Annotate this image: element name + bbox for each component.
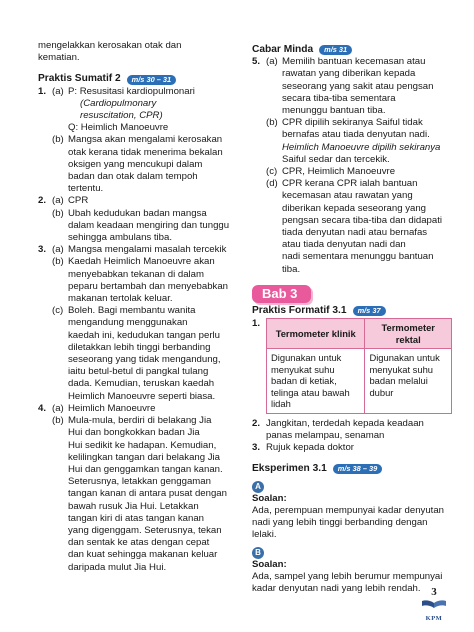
answer-3a: 3. (a) Mangsa mengalami masalah tercekik	[38, 244, 227, 256]
book-logo-icon	[414, 599, 454, 613]
answer-2a: 2. (a) CPR	[38, 195, 89, 207]
section-b-marker: B	[252, 547, 264, 559]
answer-3c: (c) Boleh. Bagi membantu wanita	[52, 305, 196, 317]
answer-3: 3. Rujuk kepada doktor	[252, 442, 354, 454]
brand-label: KPM	[425, 615, 443, 623]
answer-line: resuscitation, CPR)	[80, 110, 163, 122]
answer-line: kelilingkan tangan dari belakang Jia	[68, 451, 221, 463]
answer-1b: (b) Mangsa akan mengalami kerosakan	[52, 134, 223, 146]
answer-line: Ada, perempuan mempunyai kadar denyutan	[252, 504, 444, 516]
answer-line: secara tiba-tiba sementara	[282, 92, 396, 104]
right-column	[252, 44, 452, 595]
cabar-minda-heading: Cabar Minda m/s 31	[252, 44, 452, 56]
answer-line: iaitu betul-betul di pangkal tulang	[68, 366, 209, 378]
answer-line: dada. Kemudian, teruskan kaedah	[68, 378, 215, 390]
answer-2b: (b) Ubah kedudukan badan mangsa	[52, 207, 207, 219]
answer-1-table: 1.	[252, 318, 261, 330]
answer-line: tangan kanan di antara pusat dengan	[68, 488, 227, 500]
answer-line: Heimlich Manoeuvre seperti biasa.	[68, 390, 216, 402]
answer-line: daripada mulut Jia Hui.	[68, 561, 167, 573]
answer-line: dan sentak ke atas dengan cepat	[68, 537, 210, 549]
answer-line: panas melampau, senaman	[266, 429, 385, 441]
answer-line: yang digenggam. Seterusnya, tekan	[68, 524, 222, 536]
answer-line: tangan kiri di atas tangan kanan	[68, 512, 205, 524]
page-ref-badge: m/s 38 – 39	[333, 464, 382, 474]
answer-line: peparu bertambah dan menyebabkan	[68, 280, 229, 292]
answer-5c: (c) CPR, Heimlich Manoeuvre	[266, 166, 396, 178]
answer-line: pengsan secara tiba-tiba dan didapati	[282, 214, 443, 226]
left-column	[38, 40, 238, 574]
answer-line: nadi sementara menunggu bantuan	[282, 251, 434, 263]
answer-3b: (b) Kaedah Heimlich Manoeuvre akan	[52, 256, 215, 268]
answer-4b: (b) Mula-mula, berdiri di belakang Jia	[52, 415, 212, 427]
answer-line: (Cardiopulmonary	[80, 97, 157, 109]
answer-line: Hui dan bongkokkan badan Jia	[68, 427, 200, 439]
table-header: Termometer klinik	[267, 319, 365, 349]
page-ref-badge: m/s 37	[353, 306, 386, 316]
table-header: Termometer rektal	[365, 319, 452, 349]
thermometer-table	[266, 318, 452, 414]
answer-5d: (d) CPR kerana CPR ialah bantuan	[266, 178, 418, 190]
answer-line: Saiful sedar dan tercekik.	[282, 153, 390, 165]
answer-5b: (b) CPR dipilih sekiranya Saiful tidak	[266, 117, 423, 129]
answer-line: otak kerana tidak menerima bekalan	[68, 146, 223, 158]
answer-line: seseorang yang tidak mengandung,	[68, 354, 221, 366]
page-ref-badge: m/s 31	[319, 45, 352, 55]
answer-line: bernafas atau tiada denyutan nadi.	[282, 129, 430, 141]
answer-line: rawatan yang diberikan kepada	[282, 68, 416, 80]
answer-line: sehingga ambulans tiba.	[68, 232, 173, 244]
chapter-badge: Bab 3	[252, 285, 311, 303]
answer-line: kecemasan atau rawatan yang	[282, 190, 413, 202]
praktis-formatif-heading: Praktis Formatif 3.1 m/s 37	[252, 305, 452, 317]
answer-2: 2. Jangkitan, terdedah kepada keadaan	[252, 417, 424, 429]
answer-line: makanan tertolak keluar.	[68, 293, 173, 305]
table-cell: Digunakan untuk menyukat suhu badan melalui dubur	[365, 349, 452, 414]
praktis-sumatif-heading: Praktis Sumatif 2 m/s 30 – 31	[38, 73, 238, 85]
answer-line: mengandung menggunakan	[68, 317, 188, 329]
answer-line: oksigen yang mencukupi dalam	[68, 158, 203, 170]
answer-line: tertentu.	[68, 183, 104, 195]
question-label: Soalan:	[252, 492, 287, 504]
answer-line: dan kuat sehingga makanan keluar	[68, 549, 218, 561]
page-ref-badge: m/s 30 – 31	[127, 75, 176, 85]
answer-line: nadi yang lebih tinggi berbanding dengan	[252, 517, 428, 529]
answer-line: Ada, sampel yang lebih berumur mempunyai	[252, 571, 443, 582]
answer-line: kadar denyutan nadi yang lebih rendah.	[252, 583, 421, 595]
eksperimen-heading: Eksperimen 3.1 m/s 38 – 39	[252, 463, 452, 475]
answer-line: Hui sedikit ke hadapan. Kemudian,	[68, 439, 217, 451]
intro-line: mengelakkan kerosakan otak dan	[38, 40, 182, 51]
answer-line: menyebabkan tekanan di dalam	[68, 268, 205, 280]
answer-line: kaedah ini, kedudukan tangan perlu	[68, 329, 221, 341]
answer-line: tiada denyutan nadi atau bernafas	[282, 227, 428, 239]
page-number: 3	[431, 586, 437, 598]
answer-line: seseorang yang sakit atau pengsan	[282, 80, 434, 92]
answer-5a: 5. (a) Memilih bantuan kecemasan atau	[252, 56, 426, 68]
answer-line: Seterusnya, letakkan genggaman	[68, 476, 211, 488]
answer-line: dalam keadaan mengiring dan tunggu	[68, 219, 230, 231]
intro-line: kematian.	[38, 52, 80, 64]
answer-line: Hui dan genggamkan tangan kanan.	[68, 463, 223, 475]
answer-line: badan dan otak dalam tempoh	[68, 171, 198, 183]
answer-line: diletakkan lebih tinggi berbanding	[68, 341, 211, 353]
section-a-marker: A	[252, 481, 264, 493]
answer-line: Heimlich Manoeuvre dipilih sekiranya	[282, 141, 441, 153]
answer-line: tiba.	[282, 263, 301, 275]
table-cell: Digunakan untuk menyukat suhu badan di ketiak, telinga atau bawah lidah	[267, 349, 365, 414]
answer-line: atau tiada denyutan nadi dan	[282, 239, 406, 251]
answer-1a: 1. (a) P: Resusitasi kardiopulmonari	[38, 85, 195, 97]
answer-line: diberikan kepada seseorang yang	[282, 202, 427, 214]
answer-line: bawah rusuk Jia Hui. Letakkan	[68, 500, 199, 512]
question-label: Soalan:	[252, 558, 287, 570]
answer-line: Q: Heimlich Manoeuvre	[68, 122, 169, 134]
page-footer	[414, 586, 454, 626]
answer-4a: 4. (a) Heimlich Manoeuvre	[38, 402, 156, 414]
answer-line: lelaki.	[252, 529, 277, 541]
answer-line: menunggu bantuan tiba.	[282, 105, 386, 117]
